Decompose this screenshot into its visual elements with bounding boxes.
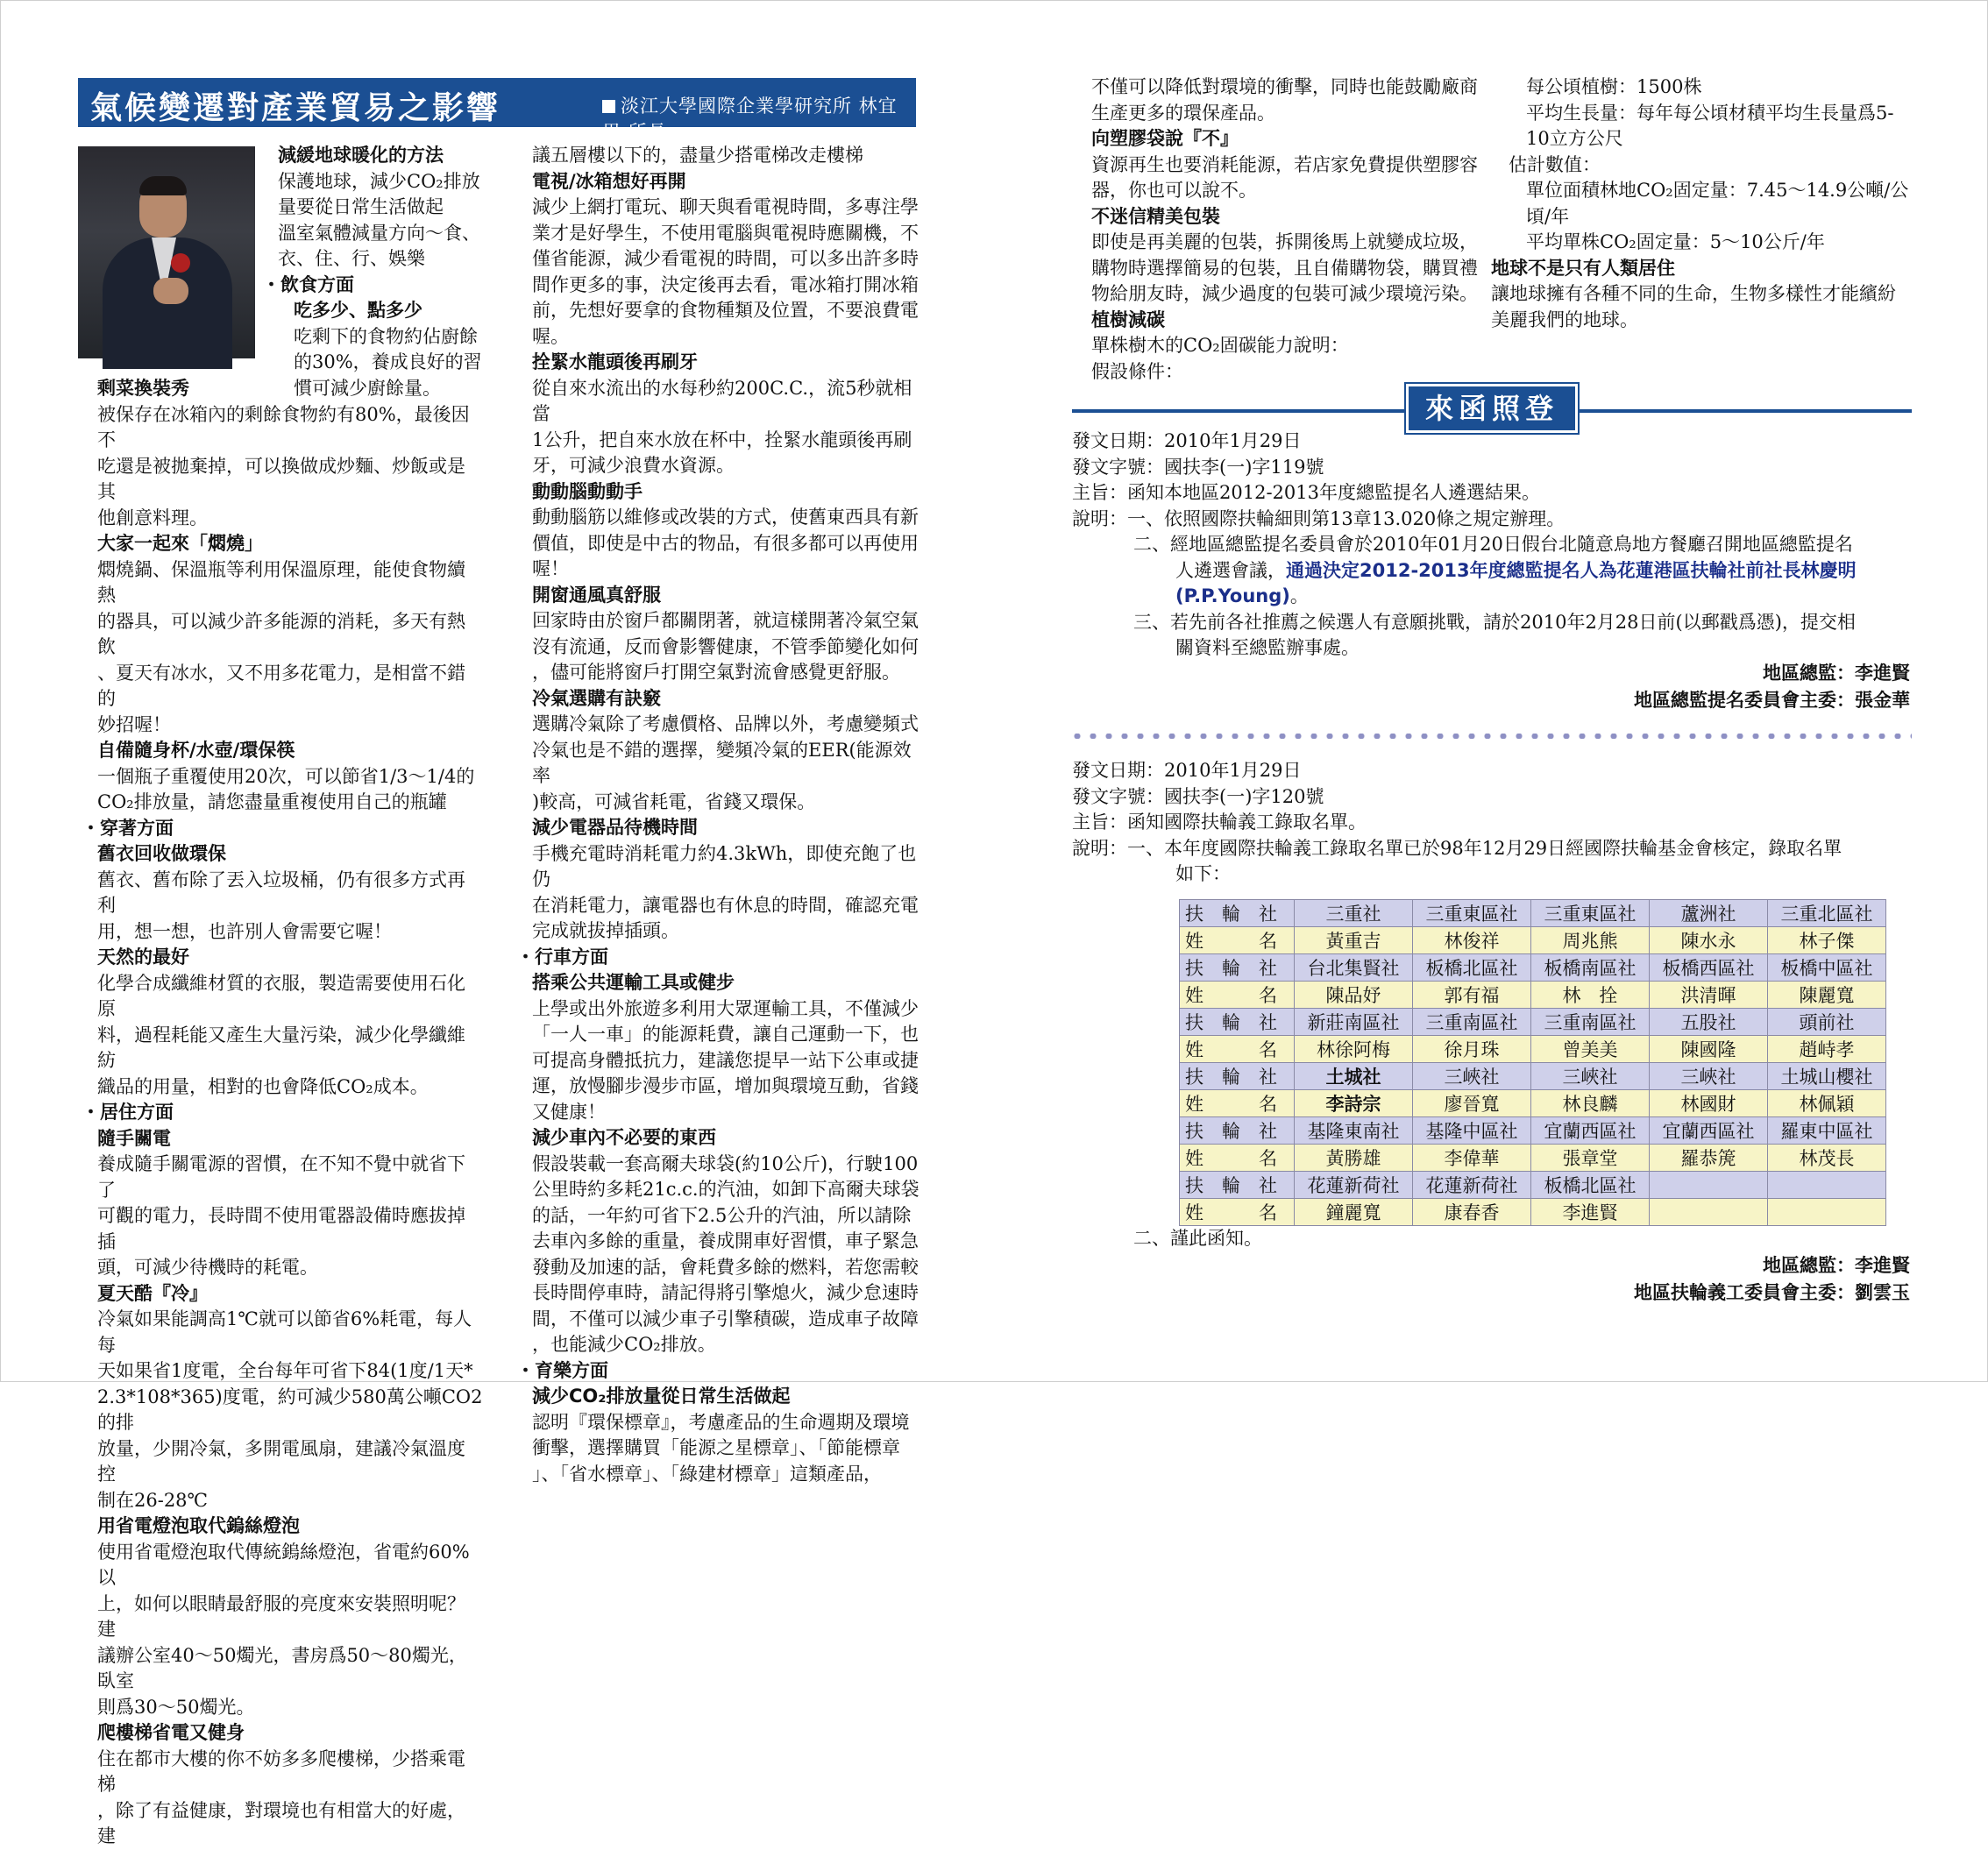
body-line: 衝擊，選擇購買「能源之星標章」、「節能標章 xyxy=(532,1437,900,1458)
subheading: 減緩地球暖化的方法 xyxy=(278,145,444,166)
body-line: 使用省電燈泡取代傳統鎢絲燈泡，省電約60%以 xyxy=(97,1541,470,1588)
club-cell: 基隆中區社 xyxy=(1413,1117,1531,1145)
article-title: 氣候變遷對產業貿易之影響 xyxy=(90,89,501,126)
photo-hair xyxy=(139,176,187,195)
section-heading: ・穿著方面 xyxy=(82,817,174,839)
name-cell: 趙峙孝 xyxy=(1768,1036,1886,1063)
club-cell: 三重東區社 xyxy=(1531,900,1650,927)
article-title-bar xyxy=(78,78,916,143)
body-line: ，除了有益健康，對環境也有相當大的好處，建 xyxy=(97,1799,465,1846)
club-label: 扶 輪 社 xyxy=(1180,1172,1295,1199)
article-column-4 xyxy=(1491,74,1912,333)
body-line: 量要從日常生活做起 xyxy=(278,196,444,217)
body-line: 估計數值： xyxy=(1509,153,1601,175)
subheading: 吃多少、點多少 xyxy=(294,300,422,321)
name-cell: 林 拴 xyxy=(1531,982,1650,1009)
letter2-subject: 主旨：函知國際扶輪義工錄取名單。 xyxy=(1072,812,1367,833)
body-line: 器，你也可以說不。 xyxy=(1091,180,1257,201)
club-cell: 三峽社 xyxy=(1413,1063,1531,1090)
name-label: 姓 名 xyxy=(1180,1090,1295,1117)
body-line: 制在26-28℃ xyxy=(97,1489,209,1511)
letter2-signatures xyxy=(1634,1252,1910,1307)
club-cell: 花蓮新荷社 xyxy=(1413,1172,1531,1199)
name-cell: 李偉華 xyxy=(1413,1145,1531,1172)
body-line: 「一人一車」的能源耗費，讓自己運動一下，也 xyxy=(532,1024,919,1045)
body-line: 手機充電時消耗電力約4.3kWh，即使充飽了也仍 xyxy=(532,842,917,890)
letter2-closing: 二、謹此函知。 xyxy=(1133,1228,1262,1249)
club-cell: 三重東區社 xyxy=(1413,900,1531,927)
name-cell: 林茂長 xyxy=(1768,1145,1886,1172)
club-cell: 板橋中區社 xyxy=(1768,954,1886,982)
body-line: 舊衣、舊布除了丟入垃圾桶，仍有很多方式再利 xyxy=(97,868,465,916)
body-line: 料，過程耗能又產生大量污染，減少化學纖維紡 xyxy=(97,1024,465,1071)
section-heading: ・育樂方面 xyxy=(516,1359,608,1381)
body-line: ，也能減少CO₂排放。 xyxy=(532,1334,716,1355)
club-cell: 三重北區社 xyxy=(1768,900,1886,927)
subheading: 大家一起來「燜燒」 xyxy=(97,533,263,554)
club-cell: 三重南區社 xyxy=(1413,1009,1531,1036)
subheading: 動動腦動動手 xyxy=(532,480,643,502)
subheading: 向塑膠袋說『不』 xyxy=(1091,128,1239,149)
letter2-sig2: 地區扶輪義工委員會主委：劉雲玉 xyxy=(1634,1282,1910,1303)
club-row xyxy=(1180,1117,1886,1145)
body-line: 天如果省1度電，全台每年可省下84(1度/1天* xyxy=(97,1360,473,1381)
name-row xyxy=(1180,1199,1886,1226)
name-row xyxy=(1180,1036,1886,1063)
club-cell: 三重社 xyxy=(1295,900,1413,927)
letter2-desc1a: 說明：一、本年度國際扶輪義工錄取名單已於98年12月29日經國際扶輪基金會核定，錄取名單 xyxy=(1072,837,1842,859)
letter1-desc2-line2 xyxy=(1072,558,1913,585)
body-line: 間作更多的事，決定後再去看，電冰箱打開冰箱 xyxy=(532,273,919,295)
letter1-desc2-line3 xyxy=(1072,584,1913,610)
letter1-highlight: 通過決定2012-2013年度總監提名人為花蓮港區扶輪社前社長林慶明 xyxy=(1286,559,1857,581)
club-label: 扶 輪 社 xyxy=(1180,1117,1295,1145)
name-cell: 陳麗寬 xyxy=(1768,982,1886,1009)
body-line: 住在都市大樓的你不妨多多爬樓梯，少搭乘電梯 xyxy=(97,1747,465,1795)
letter1-sig2: 地區總監提名委員會主委：張金華 xyxy=(1634,690,1910,711)
body-line: )較高，可減省耗電，省錢又環保。 xyxy=(532,790,816,812)
body-line: 運，放慢腳步漫步市區，增加與環境互動，省錢 xyxy=(532,1075,919,1096)
club-row xyxy=(1180,900,1886,927)
body-line: 價值，即使是中古的物品，有很多都可以再使用 xyxy=(532,532,919,554)
photo-hand xyxy=(153,278,188,304)
body-line: 1公升，把自來水放在杯中，拴緊水龍頭後再刷 xyxy=(532,429,912,450)
club-cell: 頭前社 xyxy=(1768,1009,1886,1036)
club-label: 扶 輪 社 xyxy=(1180,1063,1295,1090)
letter1-highlight-2: (P.P.Young) xyxy=(1175,585,1290,606)
letter1-desc3b: 關資料至總監辦事處。 xyxy=(1175,637,1360,658)
name-cell: 康春香 xyxy=(1413,1199,1531,1226)
body-line: 養成隨手關電源的習慣，在不知不覺中就省下了 xyxy=(97,1153,465,1201)
club-cell: 新莊南區社 xyxy=(1295,1009,1413,1036)
microphone-icon xyxy=(171,253,190,273)
club-cell: 台北集賢社 xyxy=(1295,954,1413,982)
body-line: 僅省能源，減少看電視的時間，可以多出許多時 xyxy=(532,248,919,269)
body-line: 假設裝載一套高爾夫球袋(約10公斤)，行駛100 xyxy=(532,1152,919,1174)
section-badge: 來函照登 xyxy=(1409,386,1575,430)
author-text: 淡江大學國際企業學研究所 林宜男 所長 xyxy=(602,96,898,143)
body-line: 衣、住、行、娛樂 xyxy=(278,248,425,269)
body-line: 用，想一想，也許別人會需要它喔！ xyxy=(97,920,392,942)
name-cell: 林俊祥 xyxy=(1413,927,1531,954)
body-line: 可觀的電力，長時間不使用電器設備時應拔掉插 xyxy=(97,1205,465,1252)
body-line: 單株樹木的CO₂固碳能力說明： xyxy=(1091,335,1349,356)
club-cell: 三峽社 xyxy=(1650,1063,1768,1090)
name-cell: 林佩穎 xyxy=(1768,1090,1886,1117)
body-line: 長時間停車時，請記得將引擎熄火，減少怠速時 xyxy=(532,1282,919,1303)
subheading: 開窗通風真舒服 xyxy=(532,584,661,606)
name-row xyxy=(1180,927,1886,954)
body-line: 2.3*108*365)度電，約可減少580萬公噸CO2的排 xyxy=(97,1386,483,1433)
body-line: 喔。 xyxy=(532,325,569,347)
name-cell: 鐘麗寬 xyxy=(1295,1199,1413,1226)
body-line: CO₂排放量，請您盡量重複使用自己的瓶罐 xyxy=(97,791,447,812)
club-cell: 土城山櫻社 xyxy=(1768,1063,1886,1090)
body-line: 去車內多餘的重量，養成開車好習慣，車子緊急 xyxy=(532,1230,919,1251)
subheading: 冷氣選購有訣竅 xyxy=(532,687,661,709)
name-row xyxy=(1180,1090,1886,1117)
club-cell: 蘆洲社 xyxy=(1650,900,1768,927)
square-bullet-icon xyxy=(602,100,615,113)
body-line: 頭，可減少待機時的耗電。 xyxy=(97,1257,318,1278)
body-line: 頃/年 xyxy=(1526,205,1570,227)
body-line: 燜燒鍋、保溫瓶等利用保溫原理，能使食物續熱 xyxy=(97,558,465,606)
body-line: 保護地球，減少CO₂排放 xyxy=(278,170,480,192)
subheading: 不迷信精美包裝 xyxy=(1091,205,1220,227)
subheading: 爬樓梯省電又健身 xyxy=(97,1722,245,1743)
letter-1 xyxy=(1072,429,1913,662)
club-row xyxy=(1180,1063,1886,1090)
body-line: 吃剩下的食物約佔廚餘 xyxy=(294,325,478,347)
body-line: 減少上網打電玩、聊天與看電視時間，多專注學 xyxy=(532,196,919,217)
name-label: 姓 名 xyxy=(1180,927,1295,954)
body-line: 冷氣也是不錯的選擇，變頻冷氣的EER(能源效率 xyxy=(532,739,912,786)
body-line: 的器具，可以減少許多能源的消耗，多天有熱飲 xyxy=(97,610,465,657)
body-line: 平均單株CO₂固定量：5～10公斤/年 xyxy=(1526,231,1825,252)
name-label: 姓 名 xyxy=(1180,1036,1295,1063)
subheading: 減少CO₂排放量從日常生活做起 xyxy=(532,1386,791,1407)
body-line: 即使是再美麗的包裝，拆開後馬上就變成垃圾， xyxy=(1091,231,1478,252)
name-cell: 徐月珠 xyxy=(1413,1036,1531,1063)
body-line: 被保存在冰箱內的剩餘食物約有80%，最後因不 xyxy=(97,403,470,450)
section-heading: ・居住方面 xyxy=(82,1102,174,1123)
club-cell: 板橋南區社 xyxy=(1531,954,1650,982)
club-cell: 板橋北區社 xyxy=(1413,954,1531,982)
club-cell xyxy=(1768,1172,1886,1199)
article-column-3 xyxy=(1091,74,1486,385)
club-cell: 基隆東南社 xyxy=(1295,1117,1413,1145)
body-line: 議辦公室40～50燭光，書房爲50～80燭光，臥室 xyxy=(97,1644,467,1691)
name-cell: 周兆熊 xyxy=(1531,927,1650,954)
body-line: ，儘可能將窗戶打開空氣對流會感覺更舒服。 xyxy=(532,662,900,683)
section-heading: ・行車方面 xyxy=(516,946,608,968)
name-cell: 郭有福 xyxy=(1413,982,1531,1009)
subheading: 隨手關電 xyxy=(97,1127,171,1149)
club-row xyxy=(1180,954,1886,982)
body-line: 業才是好學生，不使用電腦與電視時應關機，不 xyxy=(532,222,919,244)
subheading: 電視/冰箱想好再開 xyxy=(532,170,686,192)
author-photo xyxy=(78,146,255,358)
subheading: 用省電燈泡取代鎢絲燈泡 xyxy=(97,1515,300,1536)
body-line: 資源再生也要消耗能源，若店家免費提供塑膠容 xyxy=(1091,153,1478,175)
body-line: 又健康！ xyxy=(532,1101,606,1123)
letter1-ref: 發文字號：國扶李(一)字119號 xyxy=(1072,456,1324,478)
name-cell: 林子傑 xyxy=(1768,927,1886,954)
name-cell: 曾美美 xyxy=(1531,1036,1650,1063)
body-line: 可提高身體抵抗力，建議您提早一站下公車或捷 xyxy=(532,1049,919,1071)
body-line: 10立方公尺 xyxy=(1526,128,1623,149)
article-column-2 xyxy=(516,143,927,1487)
ornamental-divider xyxy=(1072,734,1912,739)
letter2-ref: 發文字號：國扶李(一)字120號 xyxy=(1072,785,1324,807)
body-line: 議五層樓以下的，盡量少搭電梯改走樓梯 xyxy=(532,145,863,166)
name-cell: 黃重吉 xyxy=(1295,927,1413,954)
body-line: 物給朋友時，減少過度的包裝可減少環境污染。 xyxy=(1091,283,1478,304)
body-line: 則爲30～50燭光。 xyxy=(97,1696,255,1718)
name-cell: 張章堂 xyxy=(1531,1145,1650,1172)
body-line: 選購冷氣除了考慮價格、品牌以外，考慮變頻式 xyxy=(532,713,919,734)
body-line: 化學合成纖維材質的衣服，製造需要使用石化原 xyxy=(97,972,465,1019)
body-line: 的30%，養成良好的習 xyxy=(294,351,482,372)
letter1-subject: 主旨：函知本地區2012-2013年度總監提名人遴選結果。 xyxy=(1072,482,1540,503)
body-line: 完成就拔掉插頭。 xyxy=(532,920,679,941)
club-cell: 板橋北區社 xyxy=(1531,1172,1650,1199)
body-line: 回家時由於窗戶都關閉著，就這樣開著冷氣空氣 xyxy=(532,610,919,631)
body-line: 單位面積林地CO₂固定量：7.45～14.9公噸/公 xyxy=(1526,180,1909,201)
club-cell: 三峽社 xyxy=(1531,1063,1650,1090)
body-line: 購物時選擇簡易的包裝，且自備購物袋，購買禮 xyxy=(1091,257,1478,279)
subheading: 地球不是只有人類居住 xyxy=(1491,257,1675,279)
letter1-desc1: 說明：一、依照國際扶輪細則第13章13.020條之規定辦理。 xyxy=(1072,507,1566,529)
subheading: 自備隨身杯/水壺/環保筷 xyxy=(97,740,295,761)
body-line: 一個瓶子重覆使用20次，可以節省1/3～1/4的 xyxy=(97,765,475,787)
name-cell: 林徐阿梅 xyxy=(1295,1036,1413,1063)
body-line: 認明『環保標章』，考慮產品的生命週期及環境 xyxy=(532,1411,910,1433)
body-line: 、夏天有冰水，又不用多花電力，是相當不錯的 xyxy=(97,662,465,709)
club-row xyxy=(1180,1009,1886,1036)
name-label: 姓 名 xyxy=(1180,982,1295,1009)
subheading: 搭乘公共運輸工具或健步 xyxy=(532,972,735,993)
body-line: 他創意料理。 xyxy=(97,507,208,528)
name-cell xyxy=(1768,1199,1886,1226)
body-line: 織品的用量，相對的也會降低CO₂成本。 xyxy=(97,1075,429,1097)
club-cell: 土城社 xyxy=(1295,1063,1413,1090)
body-line: 每公頃植樹：1500株 xyxy=(1526,76,1702,97)
club-row xyxy=(1180,1172,1886,1199)
subheading: 拴緊水龍頭後再刷牙 xyxy=(532,351,698,372)
name-cell: 李進賢 xyxy=(1531,1199,1650,1226)
name-label: 姓 名 xyxy=(1180,1145,1295,1172)
subheading: 減少車內不必要的東西 xyxy=(532,1127,716,1148)
body-line: 在消耗電力，讓電器也有休息的時間，確認充電 xyxy=(532,894,919,916)
body-line: 動動腦筋以維修或改裝的方式，使舊東西具有新 xyxy=(532,507,919,528)
body-line: 冷氣如果能調高1℃就可以節省6%耗電，每人每 xyxy=(97,1308,472,1356)
body-line: 慣可減少廚餘量。 xyxy=(294,377,441,399)
subheading: 植樹減碳 xyxy=(1091,308,1165,330)
name-cell: 林國財 xyxy=(1650,1090,1768,1117)
letter1-desc2b: 人遴選會議， xyxy=(1175,559,1286,581)
club-cell: 宜蘭西區社 xyxy=(1531,1117,1650,1145)
subheading: 剩菜換裝秀 xyxy=(97,378,189,399)
section-heading: ・飲食方面 xyxy=(262,273,354,295)
body-line: 公里時約多耗21c.c.的汽油，如卸下高爾夫球袋 xyxy=(532,1179,919,1200)
body-line: 不僅可以降低對環境的衝擊，同時也能鼓勵廠商 xyxy=(1091,76,1478,97)
body-line: 喔！ xyxy=(532,558,569,579)
body-line: 吃還是被拋棄掉，可以換做成炒麵、炒飯或是其 xyxy=(97,455,465,502)
body-line: 讓地球擁有各種不同的生命，生物多樣性才能繽紛 xyxy=(1491,283,1896,304)
subheading: 夏天酷『冷』 xyxy=(97,1282,208,1304)
club-cell: 宜蘭西區社 xyxy=(1650,1117,1768,1145)
name-cell: 陳國隆 xyxy=(1650,1036,1768,1063)
name-row xyxy=(1180,1145,1886,1172)
name-cell: 羅恭箎 xyxy=(1650,1145,1768,1172)
name-cell xyxy=(1650,1199,1768,1226)
letter-2 xyxy=(1072,758,1913,888)
club-cell: 板橋西區社 xyxy=(1650,954,1768,982)
body-line: 沒有流通，反而會影響健康，不管季節變化如何 xyxy=(532,635,919,657)
letter1-desc2a: 二、經地區總監提名委員會於2010年01月20日假台北隨意鳥地方餐廳召開地區總監提名 xyxy=(1133,534,1853,555)
letter1-sig1: 地區總監：李進賢 xyxy=(1763,663,1910,684)
body-line: 」、「省水標章」、「綠建材標章」這類產品， xyxy=(532,1463,882,1485)
volunteer-table xyxy=(1179,899,1886,1226)
body-line: 美麗我們的地球。 xyxy=(1491,308,1638,330)
club-cell: 羅東中區社 xyxy=(1768,1117,1886,1145)
name-cell: 廖晉寬 xyxy=(1413,1090,1531,1117)
body-line: 間，不僅可以減少車子引擎積碳，造成車子故障 xyxy=(532,1308,919,1329)
letter1-desc2d: 。 xyxy=(1289,585,1309,606)
letter2-date: 發文日期：2010年1月29日 xyxy=(1072,760,1302,781)
body-line: 假設條件： xyxy=(1091,360,1183,382)
club-label: 扶 輪 社 xyxy=(1180,954,1295,982)
club-cell: 三重南區社 xyxy=(1531,1009,1650,1036)
name-row xyxy=(1180,982,1886,1009)
subheading: 舊衣回收做環保 xyxy=(97,843,226,864)
club-cell: 五股社 xyxy=(1650,1009,1768,1036)
letter2-sig1: 地區總監：李進賢 xyxy=(1763,1255,1910,1276)
body-line: 溫室氣體減量方向～食、 xyxy=(278,222,480,244)
subheading: 減少電器品待機時間 xyxy=(532,817,698,838)
body-line: 的話，一年約可省下2.5公升的汽油，所以請除 xyxy=(532,1204,912,1226)
name-label: 姓 名 xyxy=(1180,1199,1295,1226)
club-cell xyxy=(1650,1172,1768,1199)
article-column-1-top xyxy=(262,143,541,401)
letter2-desc1b: 如下： xyxy=(1175,863,1231,884)
body-line: 牙，可減少浪費水資源。 xyxy=(532,455,735,476)
letter1-desc3a: 三、若先前各社推薦之候選人有意願挑戰，請於2010年2月28日前(以郵戳爲憑)，提交相 xyxy=(1133,611,1856,633)
article-author xyxy=(602,92,916,145)
body-line: 發動及加速的話，會耗費多餘的燃料，若您需較 xyxy=(532,1256,919,1278)
name-cell: 黃勝雄 xyxy=(1295,1145,1413,1172)
name-cell: 洪清暉 xyxy=(1650,982,1768,1009)
name-cell: 李詩宗 xyxy=(1295,1090,1413,1117)
body-line: 上，如何以眼睛最舒服的亮度來安裝照明呢？建 xyxy=(97,1592,465,1640)
body-line: 妙招喔！ xyxy=(97,713,171,735)
body-line: 前，先想好要拿的食物種類及位置，不要浪費電 xyxy=(532,300,919,321)
club-label: 扶 輪 社 xyxy=(1180,900,1295,927)
body-line: 上學或出外旅遊多利用大眾運輸工具，不僅減少 xyxy=(532,997,919,1019)
body-line: 從自來水流出的水每秒約200C.C.，流5秒就相當 xyxy=(532,377,912,424)
name-cell: 林良麟 xyxy=(1531,1090,1650,1117)
name-cell: 陳水永 xyxy=(1650,927,1768,954)
club-cell: 花蓮新荷社 xyxy=(1295,1172,1413,1199)
body-line: 平均生長量：每年每公頃材積​平均生長量爲5- xyxy=(1526,102,1894,124)
name-cell: 陳品妤 xyxy=(1295,982,1413,1009)
subheading: 天然的最好 xyxy=(97,946,189,968)
letter1-date: 發文日期：2010年1月29日 xyxy=(1072,430,1302,451)
letter1-signatures xyxy=(1634,660,1910,714)
article-column-1 xyxy=(82,376,483,1850)
body-line: 放量，少開冷氣，多開電風扇，建議冷氣溫度控 xyxy=(97,1437,465,1485)
club-label: 扶 輪 社 xyxy=(1180,1009,1295,1036)
body-line: 生產更多的環保產品。 xyxy=(1091,102,1275,124)
